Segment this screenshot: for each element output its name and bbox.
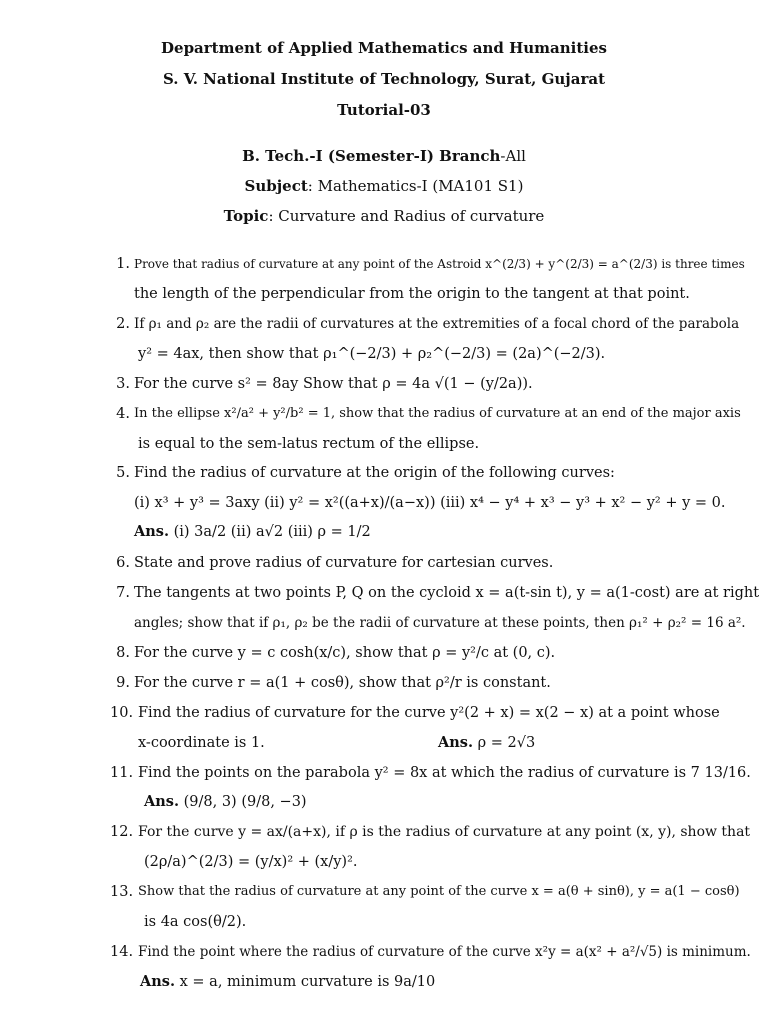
- question-14-line-1: Find the point where the radius of curvature of the curve x²y = a(x² + a²/√5) is minimum.: [138, 944, 751, 960]
- question-12-line-2: (2ρ/a)^(2/3) = (y/x)² + (x/y)².: [144, 854, 358, 870]
- answer-value: x = a, minimum curvature is 9a/10: [175, 974, 436, 990]
- question-3-line-1: For the curve s² = 8ay Show that ρ = 4a √(1 − (y/2a)).: [134, 376, 533, 392]
- program-label: B. Tech.-I (Semester-I) Branch: [242, 147, 501, 165]
- answer-value: (i) 3a/2 (ii) a√2 (iii) ρ = 1/2: [169, 524, 371, 540]
- question-11-answer: [144, 792, 307, 812]
- question-2-line-2: y² = 4ax, then show that ρ₁^(−2/3) + ρ₂^(−2/3) = (2a)^(−2/3).: [138, 346, 606, 362]
- question-1-line-1: Prove that radius of curvature at any point of the Astroid x^(2/3) + y^(2/3) = a^(2/3) is three times: [134, 257, 745, 271]
- question-1-line-2: the length of the perpendicular from the origin to the tangent at that point.: [134, 286, 690, 302]
- question-10-line-2: x-coordinate is 1.: [138, 735, 265, 751]
- answer-value: ρ = 2√3: [473, 735, 536, 751]
- topic-line: [0, 207, 768, 225]
- subject-value: : Mathematics-I (MA101 S1): [307, 177, 524, 195]
- question-14-answer: [140, 972, 435, 992]
- question-2-line-1: If ρ₁ and ρ₂ are the radii of curvatures at the extremities of a focal chord of the parabola: [134, 316, 740, 332]
- answer-value: (9/8, 3) (9/8, −3): [179, 794, 307, 810]
- topic-value: : Curvature and Radius of curvature: [268, 207, 545, 225]
- subject-line: [0, 177, 768, 195]
- question-6-line-1: State and prove radius of curvature for cartesian curves.: [134, 555, 554, 571]
- question-5-line-2: (i) x³ + y³ = 3axy (ii) y² = x²((a+x)/(a−x)) (iii) x⁴ − y⁴ + x³ − y³ + x² − y² + y = 0.: [134, 495, 726, 511]
- department-heading: Department of Applied Mathematics and Humanities: [161, 39, 607, 57]
- question-13-line-1: Show that the radius of curvature at any point of the curve x = a(θ + sinθ), y = a(1 − cosθ): [138, 884, 740, 899]
- question-4-line-2: is equal to the sem-latus rectum of the ellipse.: [138, 436, 480, 452]
- question-4-line-1: In the ellipse x²/a² + y²/b² = 1, show that the radius of curvature at an end of the major axis: [134, 406, 741, 421]
- topic-label: Topic: [223, 207, 269, 225]
- question-5-line-1: Find the radius of curvature at the origin of the following curves:: [134, 465, 615, 481]
- answer-label: Ans.: [144, 793, 180, 810]
- question-12-line-1: For the curve y = ax/(a+x), if ρ is the radius of curvature at any point (x, y), show that: [138, 824, 751, 840]
- program-branch: -All: [500, 147, 526, 165]
- institute-heading: S. V. National Institute of Technology, Surat, Gujarat: [162, 70, 605, 88]
- question-13-line-2: is 4a cos(θ/2).: [144, 914, 247, 930]
- question-7-line-2: angles; show that if ρ₁, ρ₂ be the radii of curvature at these points, then ρ₁² + ρ₂² = 16 a².: [134, 615, 746, 631]
- question-5-answer: [134, 522, 371, 542]
- question-7-line-1: The tangents at two points P, Q on the cycloid x = a(t-sin t), y = a(1-cost) are at right: [134, 585, 760, 601]
- question-10-line-1: Find the radius of curvature for the curve y²(2 + x) = x(2 − x) at a point whose: [138, 705, 720, 721]
- answer-label: Ans.: [140, 973, 176, 990]
- program-line: [0, 147, 768, 165]
- question-9-line-1: For the curve r = a(1 + cosθ), show that ρ²/r is constant.: [134, 675, 551, 691]
- tutorial-heading: Tutorial-03: [337, 101, 431, 119]
- question-8-line-1: For the curve y = c cosh(x/c), show that ρ = y²/c at (0, c).: [134, 645, 556, 661]
- answer-label: Ans.: [134, 523, 170, 540]
- subject-label: Subject: [244, 177, 308, 195]
- document-page: Department of Applied Mathematics and Humanities S. V. National Institute of Technology, Surat, Gujarat Tutorial-03 B. Tech.-I (Semester-I) Branch-All Subject: Mathematics-I (MA101 S1) Topic: Curvature and Radius of curvature 1. Prove that radius of curvature at any point of the Astroid x^(2/3) + y^(2/3) = a^(2/3) is three times the length of the perpendicular from the origin to the tangent at that point. 2. If ρ₁ and ρ₂ are the radii of curvatures at the extremities of a focal chord of the parabola y² = 4ax, then show that ρ₁^(−2/3) + ρ₂^(−2/3) = (2a)^(−2/3). 3. For the curve s² = 8ay Show that ρ = 4a √(1 − (y/2a)). 4. In the ellipse x²/a² + y²/b² = 1, show that the radius of curvature at an end of the major axis is equal to the sem-latus rectum of the ellipse. 5. Find the radius of curvature at the origin of the following curves: (i) x³ + y³ = 3axy (ii) y² = x²((a+x)/(a−x)) (iii) x⁴ − y⁴ + x³ − y³ + x² − y² + y = 0. Ans. (i) 3a/2 (ii) a√2 (iii) ρ = 1/2 6. State and prove radius of curvature for cartesian curves. 7. The tangents at two points P, Q on the cycloid x = a(t-sin t), y = a(1-cost) are at right angles; show that if ρ₁, ρ₂ be the radii of curvature at these points, then ρ₁² + ρ₂² = 16 a². 8. For the curve y = c cosh(x/c), show that ρ = y²/c at (0, c). 9. For the curve r = a(1 + cosθ), show that ρ²/r is constant. 10. Find the radius of curvature for the curve y²(2 + x) = x(2 − x) at a point whose x-coordinate is 1. Ans. ρ = 2√3 11. Find the points on the parabola y² = 8x at which the radius of curvature is 7 13/16. Ans. (9/8, 3) (9/8, −3) 12. For the curve y = ax/(a+x), if ρ is the radius of curvature at any point (x, y), show that (2ρ/a)^(2/3) = (y/x)² + (x/y)². 13. Show that the radius of curvature at any point of the curve x = a(θ + sinθ), y = a(1 − cosθ) is 4a cos(θ/2). 14. Find the point where the radius of curvature of the curve x²y = a(x² + a²/√5) is minimum. Ans. x = a, minimum curvature is 9a/10: [0, 0, 768, 1024]
- answer-label: Ans.: [438, 734, 474, 751]
- question-10-answer: [438, 733, 535, 753]
- question-11-line-1: Find the points on the parabola y² = 8x at which the radius of curvature is 7 13/16.: [138, 765, 751, 781]
